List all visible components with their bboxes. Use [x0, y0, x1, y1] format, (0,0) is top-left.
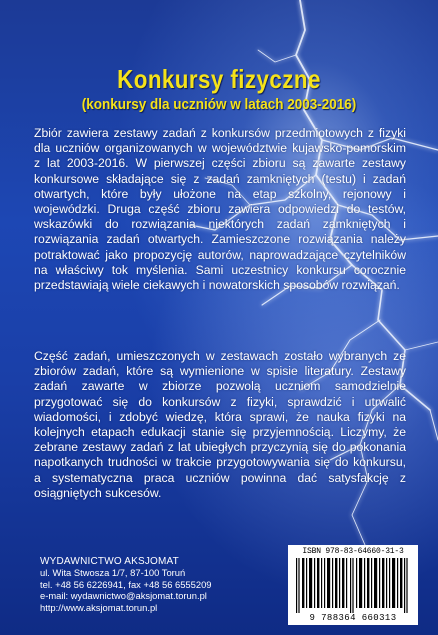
description-paragraph-1: Zbiór zawiera zestawy zadań z konkursów przedmiotowych z fizyki dla uczniów organizowanych w województwie kujawsko-pomorskim z lat 2003-2016. W pierwszej części zbioru są zawarte zestawy konkursowe składające się z zadań zamkniętych (testu) i zadań otwartych, które były ułożone na etap szkolny, rejonowy i wojewódzki. Druga część zbioru zawiera odpowiedzi do testów, wskazówki do rozwiązania niektórych zadań zamkniętych i rozwiązania zadań otwartych. Zamieszczone rozwiązania należy potraktować jako propozycję autorów, naprowadzające czytelników na właściwy tok myślenia. Sami uczestnicy konkursu corocznie przedstawiają wiele ciekawych i nowatorskich sposobów rozwiązań.: [34, 126, 406, 293]
publisher-name: WYDAWNICTWO AKSJOMAT: [40, 556, 179, 567]
publisher-address: ul. Wita Stwosza 1/7, 87-100 Toruń: [40, 567, 186, 579]
description-paragraph-2: Część zadań, umieszczonych w zestawach zostało wybranych ze zbiorów zadań, które są wymienione w spisie literatury. Zestawy zadań zawarte w zbiorze pozwolą uczniom samodzielnie przygotować się do konkursów z fizyki, sprawdzić i utrwalić wiadomości, i zdobyć wiedzę, która sprawi, że nauka fizyki na kolejnych etapach edukacji stanie się przyjemnością. Liczymy, że zebrane zestawy zadań z lat ubiegłych przyczynią się do pokonania napotkanych trudności w trakcie przygotowywania się do konkursu, a systematyczna praca uczniów powinna dać satysfakcję z osiągniętych sukcesów.: [34, 349, 406, 500]
isbn-barcode: [288, 545, 418, 625]
publisher-website: http://www.aksjomat.torun.pl: [40, 601, 158, 613]
publisher-info: [40, 556, 260, 613]
ean-digits: 9 788364 660313: [309, 613, 397, 623]
barcode-bars: [294, 558, 412, 613]
book-title: Konkursy fizyczne: [117, 64, 321, 94]
publisher-email: e-mail: wydawnictwo@aksjomat.torun.pl: [40, 590, 207, 602]
publisher-phone: tel. +48 56 6226941, fax +48 56 6555209: [40, 578, 212, 590]
isbn-number: ISBN 978-83-64660-31-3: [302, 547, 404, 556]
book-subtitle: (konkursy dla uczniów w latach 2003-2016): [81, 96, 357, 113]
